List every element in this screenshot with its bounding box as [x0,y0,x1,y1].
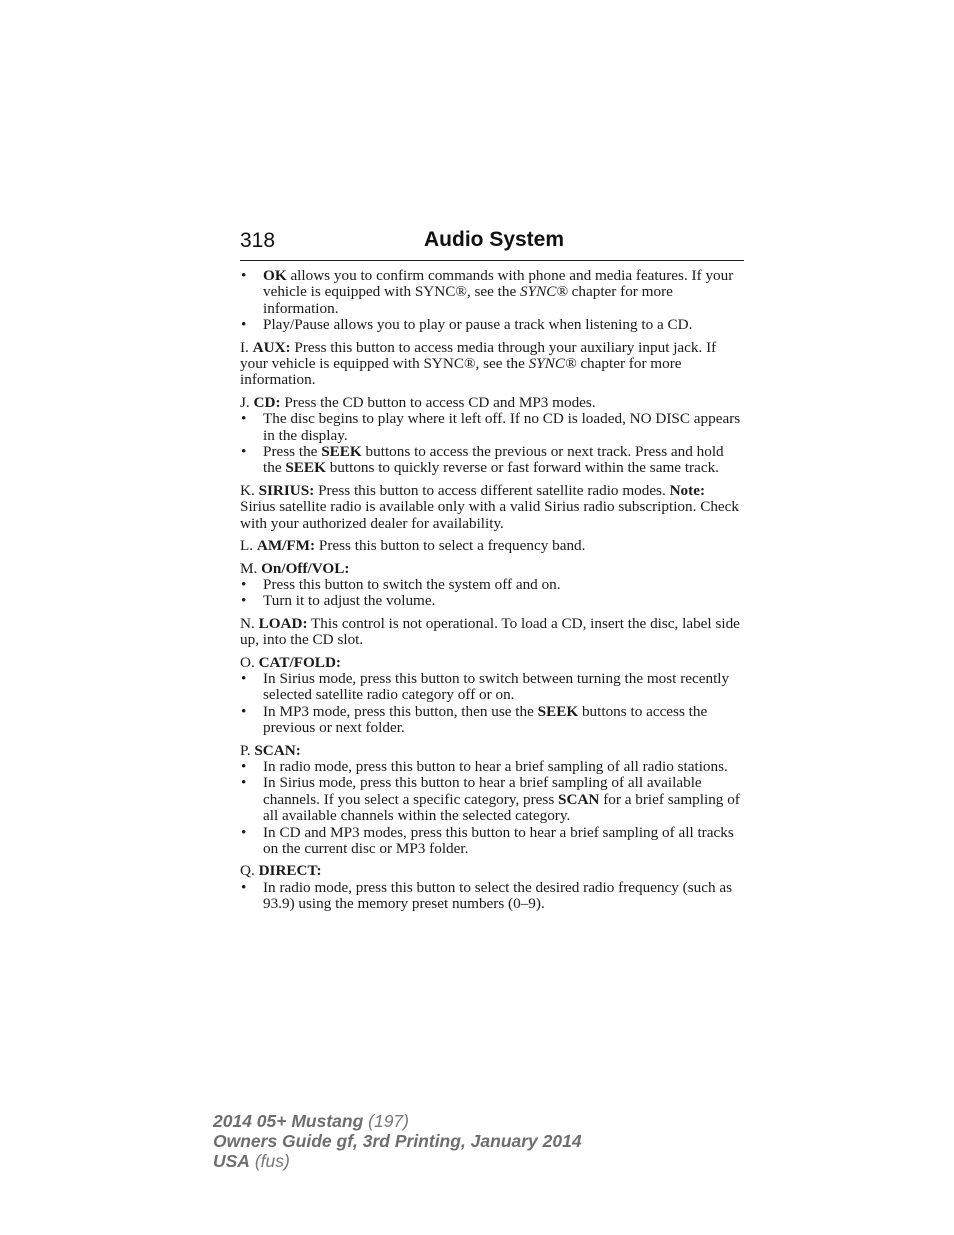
aux-text: Press this button to access media through your auxiliary input jack. If your vehicle is equipped with SYNC®, see the [240,338,717,373]
load-label: LOAD: [258,614,308,632]
cd-letter: J. [240,393,254,411]
onoff-bullet-volume: • Turn it to adjust the volume. [240,593,744,609]
aux-sync-reference: SYNC® [528,355,577,373]
catfold-mp3-text: In MP3 mode, press this button, then use the [263,702,538,720]
cd-bullet-seek [240,444,744,477]
load-item [240,616,744,649]
catfold-label: CAT/FOLD: [258,653,341,671]
footer-model-code: (197) [363,1111,409,1131]
sirius-label: SIRIUS: [258,481,315,499]
ok-text: allows you to confirm commands with phone and media features. If your vehicle is equipped with SYNC®, see the [263,267,734,301]
page-header [240,228,744,261]
section-title: Audio System [424,228,565,251]
page-footer [213,1111,582,1171]
catfold-bullet-mp3 [240,704,744,737]
direct-letter: Q. [240,862,259,880]
scan-letter: P. [240,741,255,759]
catfold-seek-label: SEEK [537,702,579,720]
page-content [240,268,744,913]
ok-bullet [240,268,744,317]
footer-region-line [213,1151,582,1171]
direct-item [240,863,744,879]
seek-text-2: buttons to access the previous or next track. Press and hold the [263,443,724,477]
onoff-item [240,561,744,577]
catfold-item [240,655,744,671]
sirius-text: Press this button to access different satellite radio modes. [314,481,666,499]
ok-label: OK [263,267,287,284]
scan-sirius-text: In Sirius mode, press this button to hear a brief sampling of all available channels. If you select a specific category, press [263,774,702,808]
footer-region: USA [213,1151,250,1171]
scan-label: SCAN: [254,741,301,759]
aux-label: AUX: [252,338,291,356]
cd-item [240,395,744,411]
cd-bullet-disc: • The disc begins to play where it left off. If no CD is loaded, NO DISC appears in the display. [240,411,744,444]
footer-model: 2014 05+ Mustang [213,1111,364,1131]
footer-guide: Owners Guide gf, 3rd Printing, January 2014 [213,1131,582,1151]
ok-text-end: chapter for more information. [263,283,673,317]
footer-guide-line [213,1131,582,1151]
aux-item [240,340,744,389]
seek-text-1: Press the [263,443,322,461]
direct-bullet-radio: • In radio mode, press this button to select the desired radio frequency (such as 93.9) using the memory preset numbers (0–9). [240,880,744,913]
note-label: Note: [669,481,705,499]
catfold-letter: O. [240,653,259,671]
aux-letter: I. [240,338,253,356]
load-letter: N. [240,614,259,632]
scan-bullet-sirius [240,775,744,824]
catfold-bullet-sirius: • In Sirius mode, press this button to switch between turning the most recently selected satellite radio category off or on. [240,671,744,704]
amfm-item [240,538,744,554]
seek-label: SEEK [321,443,362,461]
sirius-item [240,483,744,532]
cd-text: Press the CD button to access CD and MP3 modes. [280,393,596,411]
aux-text-end: chapter for more information. [240,355,682,389]
note-text: Sirius satellite radio is available only with a valid Sirius radio subscription. Check with your authorized dealer for availability. [240,498,739,532]
seek-label-2: SEEK [285,459,326,477]
scan-bullet-cd: • In CD and MP3 modes, press this button to hear a brief sampling of all tracks on the current disc or MP3 folder. [240,825,744,858]
scan-item [240,743,744,759]
amfm-letter: L. [240,537,257,555]
sirius-letter: K. [240,481,259,499]
page-number: 318 [240,229,276,252]
scan-sirius-text-end: for a brief sampling of all available channels within the selected category. [263,790,740,825]
catfold-mp3-text-end: buttons to access the previous or next folder. [263,702,708,737]
amfm-label: AM/FM: [256,537,316,555]
footer-model-line [213,1111,582,1131]
seek-text-3: buttons to quickly reverse or fast forward within the same track. [325,459,719,477]
scan-inline-label: SCAN [558,790,600,808]
onoff-letter: M. [240,559,262,577]
load-text: This control is not operational. To load a CD, insert the disc, label side up, into the CD slot. [240,614,740,649]
cd-label: CD: [253,393,281,411]
play-pause-bullet: • Play/Pause allows you to play or pause a track when listening to a CD. [240,317,744,333]
direct-label: DIRECT: [258,862,322,880]
onoff-label: On/Off/VOL: [261,559,350,577]
amfm-text: Press this button to select a frequency band. [315,537,586,555]
sync-reference: SYNC® [520,283,568,301]
scan-bullet-radio: • In radio mode, press this button to hear a brief sampling of all radio stations. [240,759,744,775]
onoff-bullet-switch: • Press this button to switch the system off and on. [240,577,744,593]
footer-region-code: (fus) [249,1151,290,1171]
